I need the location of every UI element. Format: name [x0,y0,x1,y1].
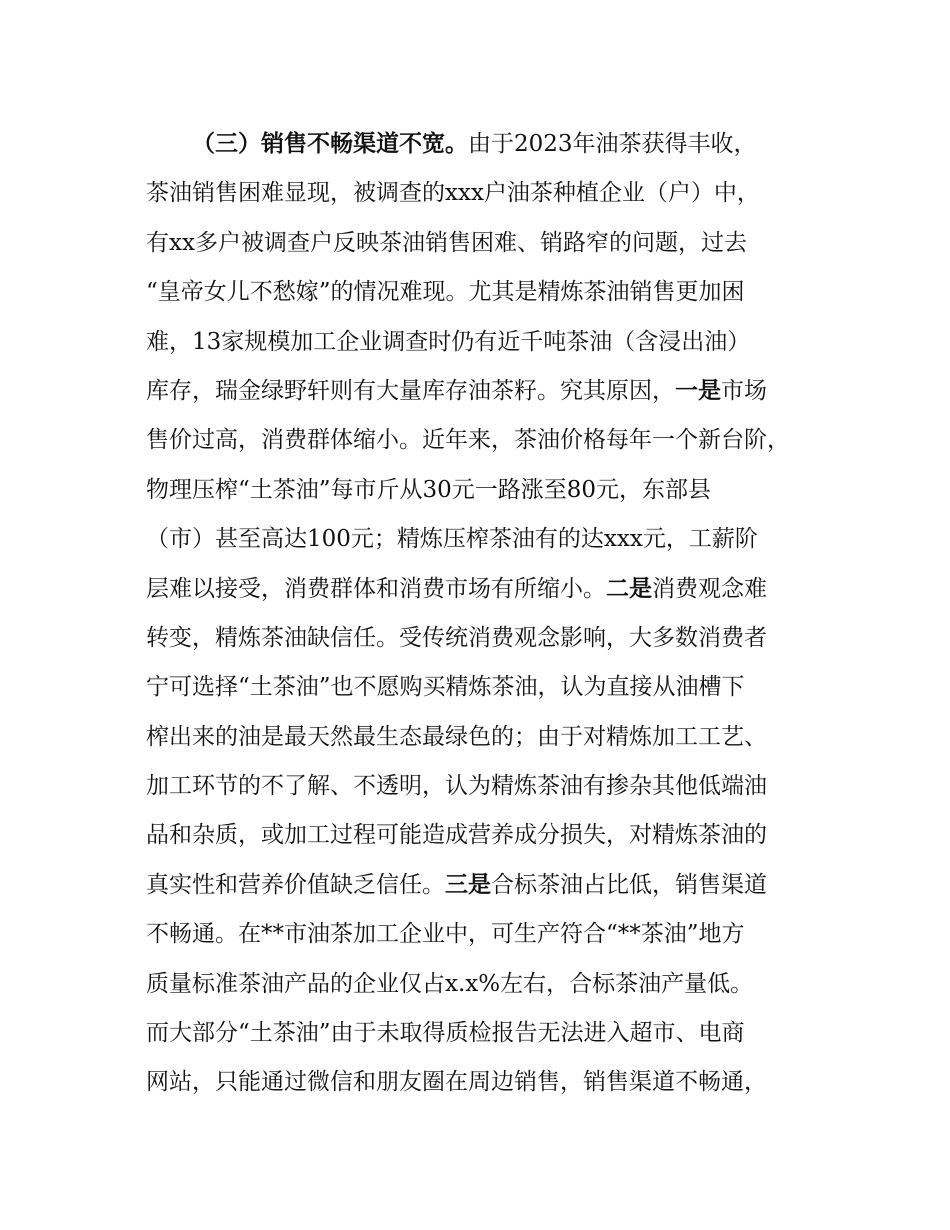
text-line-6 [146,367,836,416]
text-line-8 [146,466,836,515]
line-text: 库存，瑞金绿野轩则有大量库存油茶籽。究其原因， [146,377,675,404]
line-text: 真实性和营养价值缺乏信任。 [146,871,445,898]
line-text: 榨出来的油是最天然最生态最绿色的；由于对精炼加工工艺、 [146,723,767,750]
line-text: 加工环节的不了解、不透明，认为精炼茶油有掺杂其他低端油 [146,773,767,800]
line-text: 售价过高，消费群体缩小。近年来，茶油价格每年一个新台阶， [146,427,790,454]
line-text: 难，13家规模加工企业调查时仍有近千吨茶油（含浸出油） [146,328,751,355]
text-line-13 [146,713,836,762]
text-line-4 [146,268,836,317]
text-line-14 [146,762,836,811]
text-line-19 [146,1009,836,1058]
text-line-18 [146,960,836,1009]
line-text: 质量标准茶油产品的企业仅占x.x%左右，合标茶油产量低。 [146,970,754,997]
text-line-12 [146,663,836,712]
section-heading: （三）销售不畅渠道不宽。 [192,131,468,157]
line-text: 层难以接受，消费群体和消费市场有所缩小。 [146,575,606,602]
line-text-after: 合标茶油占比低，销售渠道 [491,871,767,898]
body-paragraph [146,120,836,1108]
line-text: 而大部分“土茶油”由于未取得质检报告无法进入超市、电商 [146,1020,745,1047]
text-line-9 [146,515,836,564]
text-line-1 [146,120,836,169]
line-text-after: 消费观念难 [652,575,767,602]
line-text: “皇帝女儿不愁嫁”的情况难现。尤其是精炼茶油销售更加困 [146,279,745,306]
line-text: 不畅通。在**市油茶加工企业中，可生产符合“**茶油”地方 [146,921,745,948]
line-text: 物理压榨“土茶油”每市斤从30元一路涨至80元，东部县 [146,476,712,503]
line-text: 宁可选择“土茶油”也不愿购买精炼茶油，认为直接从油槽下 [146,674,745,701]
line-text: 茶油销售困难显现，被调查的xxx户油茶种植企业（户）中， [146,180,760,207]
text-line-5 [146,318,836,367]
text-line-7 [146,416,836,465]
line-text-after: 市场 [721,377,767,404]
line-text: 网站，只能通过微信和朋友圈在周边销售，销售渠道不畅通， [146,1069,767,1096]
point-label-one: 一是 [675,377,721,404]
line-text: 有xx多户被调查户反映茶油销售困难、销路窄的问题，过去 [146,229,747,256]
line-text: （市）甚至高达100元；精炼压榨茶油有的达xxx元，工薪阶 [146,526,758,553]
line-text: 由于2023年油茶获得丰收， [468,131,757,157]
text-line-2 [146,169,836,218]
point-label-three: 三是 [445,871,491,898]
text-line-10 [146,565,836,614]
text-line-11 [146,614,836,663]
text-line-16 [146,861,836,910]
text-line-3 [146,219,836,268]
text-line-20 [146,1058,836,1107]
point-label-two: 二是 [606,575,652,602]
line-text: 转变，精炼茶油缺信任。受传统消费观念影响，大多数消费者 [146,624,767,651]
line-text: 品和杂质，或加工过程可能造成营养成分损失，对精炼茶油的 [146,822,767,849]
text-line-17 [146,910,836,959]
text-line-15 [146,811,836,860]
